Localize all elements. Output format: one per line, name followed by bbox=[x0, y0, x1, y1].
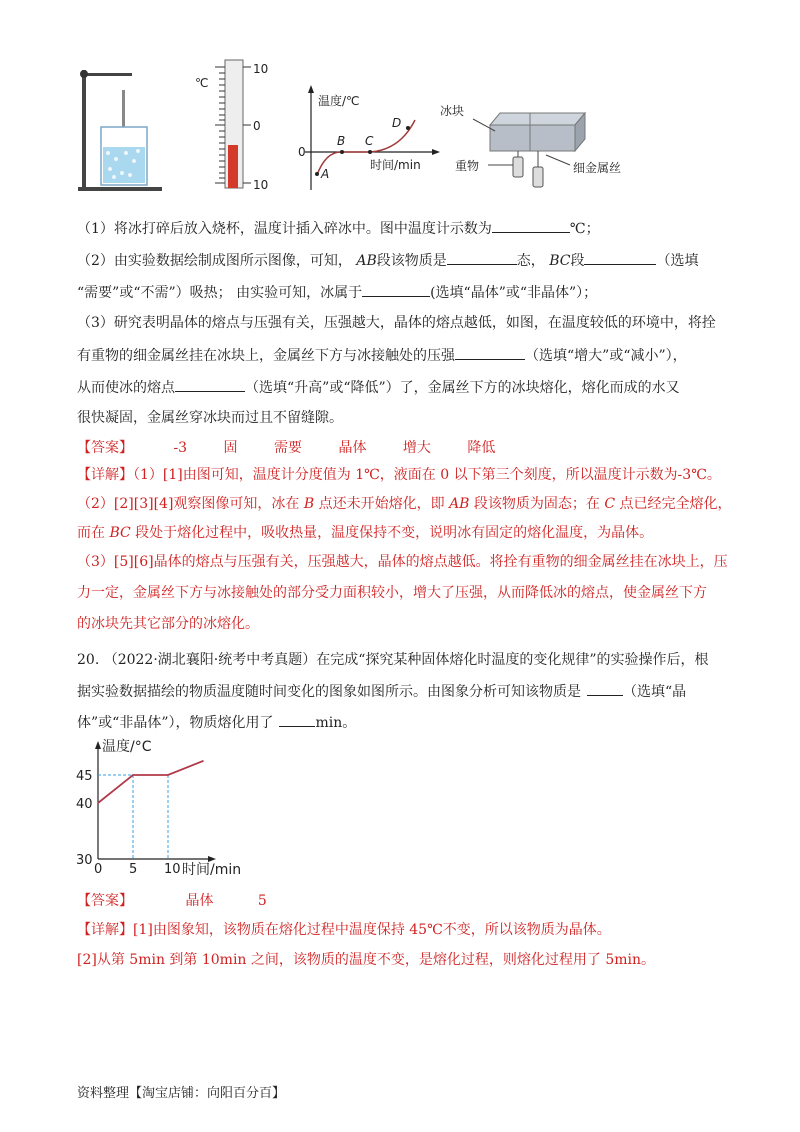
label-wire: 细金属丝 bbox=[573, 161, 622, 175]
answer-6: 降低 bbox=[467, 440, 496, 456]
detail-text: [1]由图象知，该物质在熔化过程中温度保持 45℃不变，所以该物质为晶体。 bbox=[133, 922, 611, 938]
blank-5 bbox=[455, 345, 525, 360]
answer-2: 固 bbox=[223, 440, 238, 456]
q19-detail-1 bbox=[77, 465, 721, 485]
q20-answer bbox=[77, 891, 267, 911]
q19-detail-3b: 力一定，金属丝下方与冰接触处的部分受力面积较小，增大了压强，从而降低冰的熔点，使金属丝下方 bbox=[77, 585, 707, 601]
detail-text: （1）[1]由图可知，温度计分度值为 1℃，液面在 0 以下第三个刻度，所以温度计示数为-3℃。 bbox=[133, 467, 721, 483]
q19-detail-3c: 的冰块先其它部分的冰熔化。 bbox=[77, 616, 259, 632]
beaker-setup bbox=[78, 70, 162, 191]
text: （选填“增大”或“减小”）， bbox=[525, 348, 687, 364]
top-figures bbox=[70, 55, 670, 205]
q19-part2-line1 bbox=[77, 250, 698, 271]
q19-part3-line2 bbox=[77, 345, 687, 366]
x-tick-10: 10 bbox=[164, 862, 181, 875]
point-b-ref: B bbox=[303, 496, 315, 512]
q19-detail-2a bbox=[77, 494, 732, 514]
curve-xlabel: 时间/min bbox=[370, 158, 421, 172]
q20-detail-1 bbox=[77, 920, 611, 940]
text: （选填“升高”或“降低”）了，金属丝下方的冰块熔化，熔化而成的水又 bbox=[245, 380, 680, 396]
data-point-3 bbox=[202, 760, 204, 762]
q19-part3-line3 bbox=[77, 377, 680, 398]
segment-bc: BC bbox=[549, 253, 571, 269]
q19-part3-line4: 很快凝固，金属丝穿冰块而过且不留缝隙。 bbox=[77, 410, 343, 426]
answer-2: 5 bbox=[257, 893, 267, 909]
text: （选填 bbox=[656, 253, 699, 269]
answer-5: 增大 bbox=[402, 440, 431, 456]
x-tick-0: 0 bbox=[94, 862, 103, 875]
segment-bc-ref: BC bbox=[109, 525, 131, 541]
text: (选填“晶体”或“非晶体”）； bbox=[430, 285, 598, 301]
y-tick-45: 45 bbox=[76, 769, 93, 784]
q19-part1 bbox=[77, 218, 600, 239]
detail-label: 【详解】 bbox=[77, 922, 133, 938]
text: 点还未开始熔化，即 bbox=[314, 496, 450, 512]
heating-curve bbox=[298, 85, 440, 190]
text: min。 bbox=[315, 715, 357, 731]
point-c-ref: C bbox=[604, 496, 616, 512]
q20-line3 bbox=[77, 712, 356, 733]
x-axis-label: 时间/min bbox=[182, 862, 242, 875]
text: （2）[2][3][4]观察图像可知，冰在 bbox=[77, 496, 304, 512]
curve-origin: 0 bbox=[298, 145, 306, 159]
answer-1: -3 bbox=[173, 440, 188, 456]
text: 态， bbox=[516, 253, 545, 269]
text: （选填“晶 bbox=[623, 684, 687, 700]
thermo-unit: ℃ bbox=[195, 76, 209, 90]
text: 有重物的细金属丝挂在冰块上，金属丝下方与冰接触处的压强 bbox=[77, 348, 455, 364]
y-tick-40: 40 bbox=[76, 797, 93, 812]
text: （1）将冰打碎后放入烧杯，温度计插入碎冰中。图中温度计示数为 bbox=[77, 221, 492, 237]
blank-1 bbox=[492, 218, 570, 233]
thermo-mid: 0 bbox=[253, 119, 261, 133]
blank-6 bbox=[175, 377, 245, 392]
q19-detail-3a: （3）[5][6]晶体的熔点与压强有关，压强越大，晶体的熔点越低。将拴有重物的细金属丝挂在冰块上，压 bbox=[77, 554, 728, 570]
label-weight: 重物 bbox=[455, 159, 480, 173]
q19-answer bbox=[77, 438, 495, 458]
footer: 资料整理【淘宝店铺：向阳百分百】 bbox=[77, 1086, 286, 1101]
segment-ab-ref: AB bbox=[449, 496, 470, 512]
segment-ab: AB bbox=[356, 253, 377, 269]
q19-detail-2b bbox=[77, 523, 653, 543]
blank-2 bbox=[447, 250, 517, 265]
text: 段该物质是 bbox=[376, 253, 447, 269]
text: ℃； bbox=[569, 221, 600, 237]
q19-part3-line1: （3）研究表明晶体的熔点与压强有关，压强越大，晶体的熔点越低，如图，在温度较低的环境中，将拴 bbox=[77, 315, 716, 331]
data-point-0 bbox=[97, 802, 99, 804]
q20-line2 bbox=[77, 681, 686, 702]
thermo-top: 10 bbox=[253, 62, 269, 76]
y-axis-label: 温度/°C bbox=[102, 739, 152, 755]
answer-4: 晶体 bbox=[338, 440, 367, 456]
y-tick-30: 30 bbox=[76, 853, 93, 868]
melting-chart bbox=[70, 735, 270, 875]
blank-8 bbox=[279, 712, 315, 727]
ice-block bbox=[440, 103, 621, 187]
text: 从而使冰的熔点 bbox=[77, 380, 175, 396]
q20-line1: 20. （2022·湖北襄阳·统考中考真题）在完成“探究某种固体熔化时温度的变化规律”的实验操作后，根 bbox=[77, 652, 709, 668]
text: “需要”或“不需”）吸热； 由实验可知，冰属于 bbox=[77, 285, 363, 301]
data-point-1 bbox=[132, 774, 134, 776]
x-tick-5: 5 bbox=[129, 862, 138, 875]
thermometer bbox=[195, 60, 268, 192]
q20-detail-2: [2]从第 5min 到第 10min 之间，该物质的温度不变，是熔化过程，则熔化过程用了 5min。 bbox=[77, 952, 656, 968]
text: 而在 bbox=[77, 525, 110, 541]
answer-3: 需要 bbox=[274, 440, 302, 456]
answer-1: 晶体 bbox=[185, 893, 214, 909]
text: 据实验数据描绘的物质温度随时间变化的图象如图所示。由图象分析可知该物质是 bbox=[77, 684, 581, 700]
thermo-bottom: 10 bbox=[253, 178, 269, 192]
label-ice: 冰块 bbox=[440, 104, 465, 118]
curve-ylabel: 温度/℃ bbox=[318, 94, 360, 108]
text: 点已经完全熔化， bbox=[615, 496, 732, 512]
blank-7 bbox=[587, 681, 623, 696]
text: 段处于熔化过程中，吸收热量，温度保持不变，说明冰有固定的熔化温度，为晶体。 bbox=[130, 525, 654, 541]
answer-label: 【答案】 bbox=[77, 893, 133, 909]
answer-label: 【答案】 bbox=[77, 440, 133, 456]
text: （2）由实验数据绘制成图所示图像，可知， bbox=[77, 253, 352, 269]
blank-4 bbox=[362, 282, 430, 297]
q19-part2-line2 bbox=[77, 282, 597, 303]
point-a: A bbox=[321, 167, 330, 181]
point-b: B bbox=[337, 134, 346, 148]
point-c: C bbox=[365, 134, 374, 148]
data-point-2 bbox=[167, 774, 169, 776]
series-line bbox=[98, 761, 203, 803]
text: 段该物质为固态；在 bbox=[469, 496, 605, 512]
point-d: D bbox=[392, 116, 402, 130]
text: 段 bbox=[570, 253, 585, 269]
blank-3 bbox=[584, 250, 656, 265]
text: 体”或“非晶体”），物质熔化用了 bbox=[77, 715, 274, 731]
detail-label: 【详解】 bbox=[77, 467, 133, 483]
